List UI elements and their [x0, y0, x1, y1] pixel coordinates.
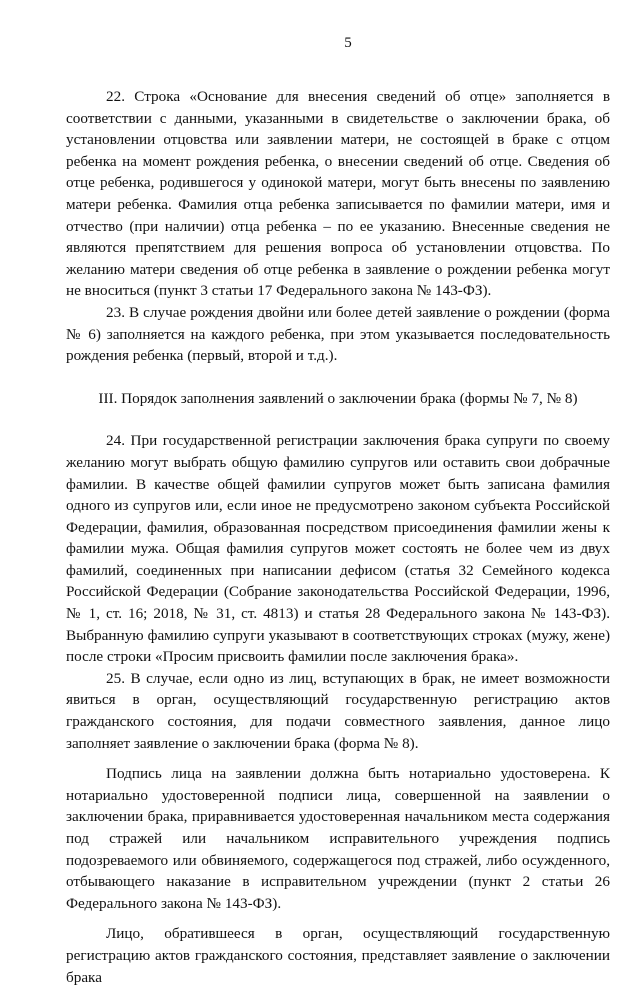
paragraph-22: 22. Строка «Основание для внесения сведений об отце» заполняется в соответствии с данными, указанными в свидетельстве о заключении брака, об установлении отцовства или заявлении матери, не состоящей в браке с отцом ребенка на момент рождения ребенка, о внесении сведений об отце. Сведения об отце ребенка, родившегося у одинокой матери, могут быть внесены по заявлению матери ребенка. Фамилия отца ребенка записывается по фамилии матери, имя и отчество (при наличии) отца ребенка – по ее указанию. Внесенные сведения не являются препятствием для решения вопроса об установлении отцовства. По желанию матери сведения об отце ребенка в заявление о рождении ребенка могут не вноситься (пункт 3 статьи 17 Федерального закона № 143-ФЗ).	[66, 88, 610, 300]
paragraph-gap	[66, 754, 610, 763]
page-number: 5	[344, 35, 352, 51]
paragraph-23: 23. В случае рождения двойни или более детей заявление о рождении (форма № 6) заполняется на каждого ребенка, при этом указывается последовательность рождения ребенка (первый, второй и т.д.).	[66, 303, 610, 365]
paragraph-signature: Подпись лица на заявлении должна быть нотариально удостоверена. К нотариально удостоверенной подписи лица, совершенной на заявлении о заключении брака, приравнивается удостоверенная начальником места содержания под стражей или начальником исправительного учреждения подпись подозреваемого или обвиняемого, содержащегося под стражей, либо осужденного, отбывающего наказание в исправительном учреждении (пункт 2 статьи 26 Федерального закона № 143-ФЗ).	[66, 765, 610, 912]
section-heading: III. Порядок заполнения заявлений о заключении брака (формы № 7, № 8)	[98, 389, 578, 407]
paragraph-gap	[66, 914, 610, 923]
paragraph-applicant: Лицо, обратившееся в орган, осуществляющий государственную регистрацию актов гражданского состояния, представляет заявление о заключении брака	[66, 925, 610, 986]
paragraph-24: 24. При государственной регистрации заключения брака супруги по своему желанию могут выбрать общую фамилию супругов или оставить свои добрачные фамилии. В качестве общей фамилии супругов может быть записана фамилия одного из супругов или, если иное не предусмотрено законом субъекта Российской Федерации, фамилия, образованная посредством присоединения фамилии жены к фамилии мужа. Общая фамилия супругов может состоять не более чем из двух фамилий, соединенных при написании дефисом (статья 32 Семейного кодекса Российской Федерации (Собрание законодательства Российской Федерации, 1996, № 1, ст. 16; 2018, № 31, ст. 4813) и статья 28 Федерального закона № 143-ФЗ). Выбранную фамилию супруги указывают в соответствующих строках (мужу, жене) после строки «Просим присвоить фамилии после заключения брака».	[66, 432, 610, 666]
paragraph-25: 25. В случае, если одно из лиц, вступающих в брак, не имеет возможности явиться в орган, осуществляющий государственную регистрацию актов гражданского состояния, для подачи совместного заявления, данное лицо заполняет заявление о заключении брака (форма № 8).	[66, 669, 610, 752]
